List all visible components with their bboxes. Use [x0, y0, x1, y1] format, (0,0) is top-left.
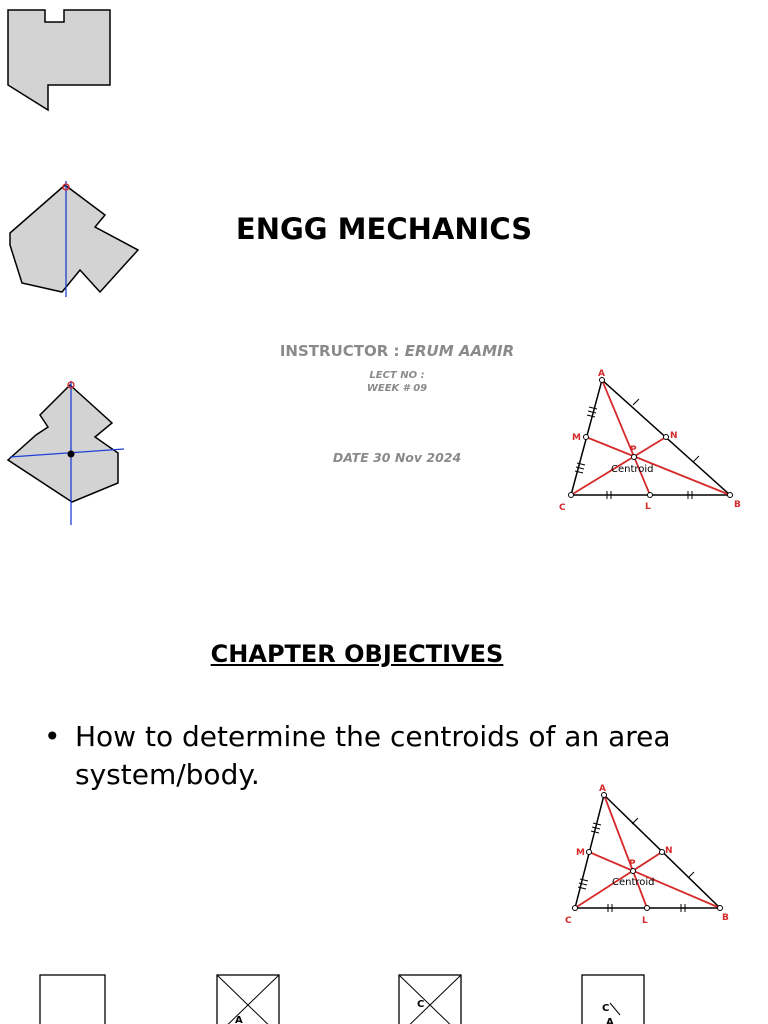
instructor-name: ERUM AAMIR: [404, 342, 515, 360]
instructor-label: INSTRUCTOR :: [279, 342, 400, 360]
point-p-label: P: [629, 859, 636, 869]
bullet-icon: •: [44, 720, 61, 753]
midpoint-n-label: N: [670, 431, 678, 441]
triangle-outline: [575, 795, 720, 908]
centroid-caption: Centroid: [612, 877, 655, 888]
midpoint-n-label: N: [665, 846, 673, 856]
centroid-triangle-figure-bottom: [565, 780, 745, 930]
bottom-figure-rectangle-diagonals-a: [215, 973, 285, 1024]
bottom-label-a: A: [235, 1015, 243, 1024]
centroid-caption: Centroid: [611, 464, 654, 475]
vertex-c-label: C: [559, 503, 566, 513]
bottom-figure-rectangle-labels: [580, 973, 650, 1024]
vertex-b-label: B: [734, 500, 741, 510]
triangle-outline: [571, 380, 730, 495]
vertex-a-label: A: [598, 369, 605, 379]
slide-title: ENGG MECHANICS: [235, 212, 533, 246]
week-number: WEEK # 09: [366, 383, 428, 394]
lecture-number: LECT NO :: [369, 370, 425, 381]
triangle-points: [569, 378, 733, 498]
vertex-a-label: A: [599, 784, 606, 794]
shape-notched-pentagon: [0, 0, 130, 120]
lecture-date: DATE 30 Nov 2024: [332, 450, 462, 465]
vertex-c-label: C: [565, 916, 572, 926]
centroid-triangle-figure-top: [555, 365, 750, 515]
midpoint-l-label: L: [645, 502, 651, 512]
instructor-line: [0, 342, 768, 360]
point-p-label: P: [630, 445, 637, 455]
midpoint-m-label: M: [576, 848, 585, 858]
bottom-label-c: C: [602, 1003, 610, 1014]
triangle-medians: [571, 380, 730, 495]
objective-text: How to determine the centroids of an area system/body.: [75, 720, 671, 791]
midpoint-l-label: L: [642, 916, 648, 926]
triangle-points: [573, 793, 723, 911]
bottom-figure-rectangle-diagonals-c: [397, 973, 467, 1024]
vertex-b-label: B: [722, 913, 729, 923]
chapter-objectives-heading: CHAPTER OBJECTIVES: [210, 640, 504, 668]
bottom-figure-plain-rectangle: [38, 973, 108, 1024]
bottom-label-c: C: [417, 999, 425, 1010]
bottom-label-a: A: [606, 1017, 614, 1024]
triangle-medians: [575, 795, 720, 908]
midpoint-m-label: M: [572, 433, 581, 443]
